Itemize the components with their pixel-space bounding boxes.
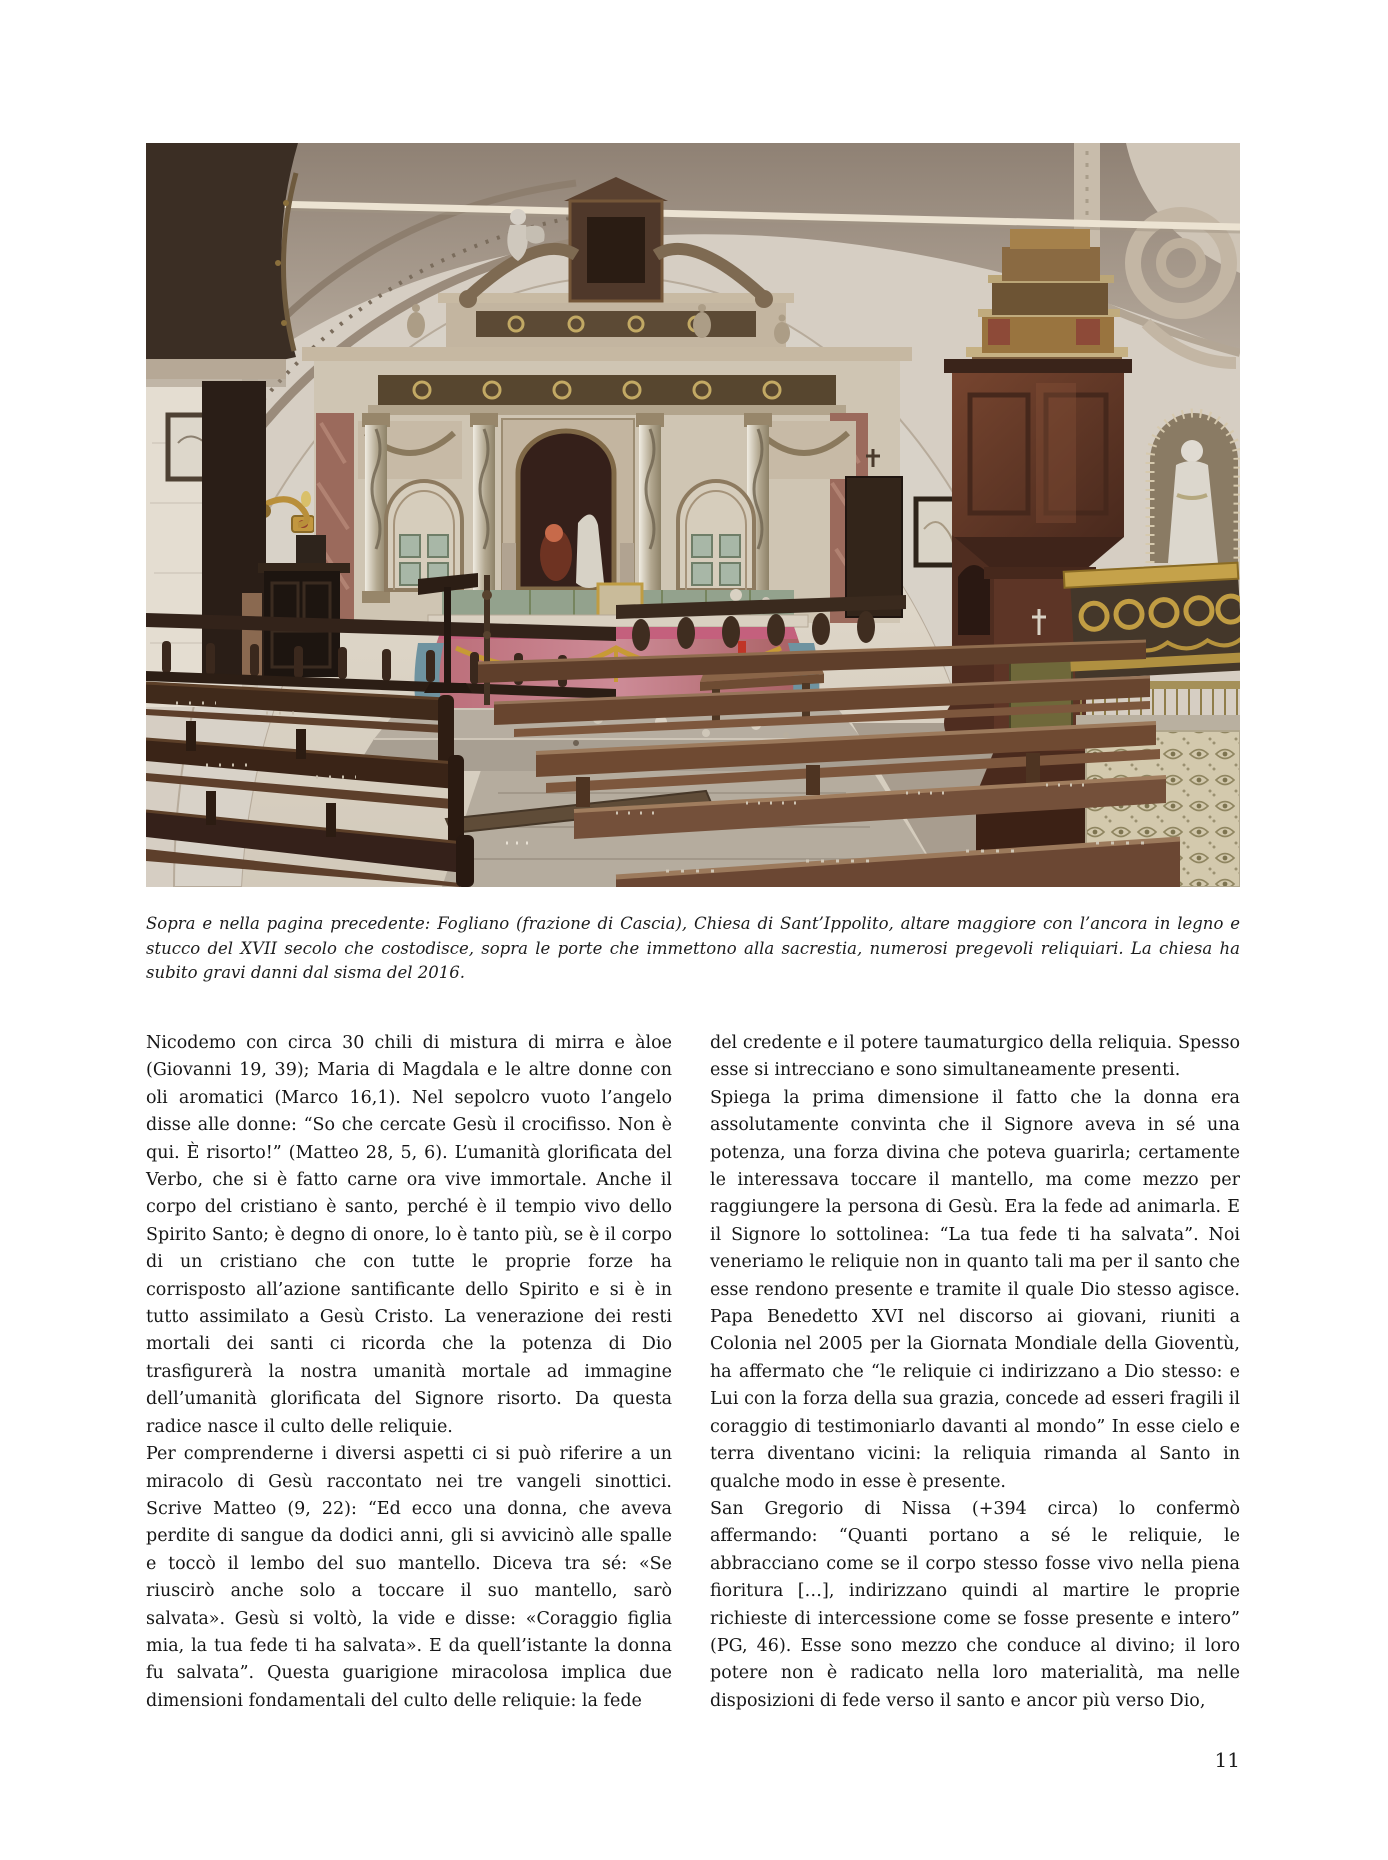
- text-column-left: [146, 1030, 672, 1715]
- article-body: [146, 1030, 1240, 1740]
- church-interior-illustration: [146, 143, 1240, 887]
- paragraph: Per comprenderne i diversi aspetti ci si può riferire a un miracolo di Gesù raccontato nei tre vangeli sinottici. Scrive Matteo (9, 22): “Ed ecco una donna, che aveva perdite di sangue da dodici anni, gli si avvicinò alle spalle e toccò il lembo del suo mantello. Diceva tra sé: «Se riuscirò anche solo a toccare il suo mantello, sarò salvata». Gesù si voltò, la vide e disse: «Coraggio figlia mia, la tua fede ti ha salvata». E da quell’istante la donna fu salvata”. Questa guarigione miracolosa implica due dimensioni fondamentali del culto delle reliquie: la fede: [146, 1444, 672, 1711]
- photo-caption: Sopra e nella pagina precedente: Fogliano (frazione di Cascia), Chiesa di Sant’Ippolito, altare maggiore con l’ancora in legno e stucco del XVII secolo che costodisce, sopra le porte che immettono alla sacrestia, numerosi pregevoli reliquiari. La chiesa ha subito gravi danni dal sisma del 2016.: [146, 914, 1240, 982]
- paragraph: del credente e il potere taumaturgico della reliquia. Spesso esse si intrecciano e sono simultaneamente presenti.: [710, 1033, 1240, 1081]
- gilded-railing: [1064, 562, 1240, 679]
- church-interior-photo: [146, 143, 1240, 887]
- altar-niche: [502, 419, 634, 595]
- paragraph: San Gregorio di Nissa (+394 circa) lo confermò affermando: “Quanti portano a sé le reliquie, le abbracciano come se il corpo stesso fosse vivo nella piena fioritura […], indirizzano quindi al martire le proprie richieste di intercessione come se fosse presente e intero” (PG, 46). Esse sono mezzo che conduce al divino; il loro potere non è radicato nella loro materialità, ma nelle disposizioni di fede verso il santo e ancor più verso Dio,: [710, 1498, 1240, 1711]
- text-column-right: [710, 1030, 1240, 1715]
- paragraph: Nicodemo con circa 30 chili di mistura di mirra e àloe (Giovanni 19, 39); Maria di Magdala e le altre donne con oli aromatici (Marco 16,1). Nel sepolcro vuoto l’angelo disse alle donne: “So che cercate Gesù il crocifisso. Non è qui. È risorto!” (Matteo 28, 5, 6). L’umanità glorificata del Verbo, che si è fatto carne ora vive immortale. Anche il corpo del cristiano è santo, perché è il tempio vivo dello Spirito Santo; è degno di onore, lo è tanto più, se è il corpo di un cristiano che con tutte le proprie forze ha corrisposto all’azione santificante dello Spirito e si è in tutto assimilato a Gesù Cristo. La venerazione dei resti mortali dei santi ci ricorda che la potenza di Dio trasfigurerà la nostra umanità mortale ad immagine dell’umanità glorificata del Signore risorto. Da questa radice nasce il culto delle reliquie.: [146, 1033, 672, 1437]
- paragraph: Spiega la prima dimensione il fatto che la donna era assolutamente convinta che il Signore aveva in sé una potenza, una forza divina che poteva guarirla; certamente le interessava toccare il mantello, ma come mezzo per raggiungere la persona di Gesù. Era la fede ad animarla. E il Signore lo sottolinea: “La tua fede ti ha salvata”. Noi veneriamo le reliquie non in quanto tali ma per il santo che esse rendono presente e tramite il quale Dio stesso agisce. Papa Benedetto XVI nel discorso ai giovani, riuniti a Colonia nel 2005 per la Giornata Mondiale della Gioventù, ha affermato che “le reliquie ci indirizzano a Dio stesso: e Lui con la forza della sua grazia, concede ad esseri fragili il coraggio di testimoniarlo davanti al mondo” In esse cielo e terra diventano vicini: la reliquia rimanda al Santo in qualche modo in esse è presente.: [710, 1087, 1240, 1492]
- organ-loft: [146, 143, 298, 379]
- sacristy-door-right: [678, 481, 754, 590]
- sacristy-door-left: [386, 481, 462, 590]
- page-number: 11: [1214, 1748, 1240, 1772]
- saint-statue: [1150, 413, 1238, 569]
